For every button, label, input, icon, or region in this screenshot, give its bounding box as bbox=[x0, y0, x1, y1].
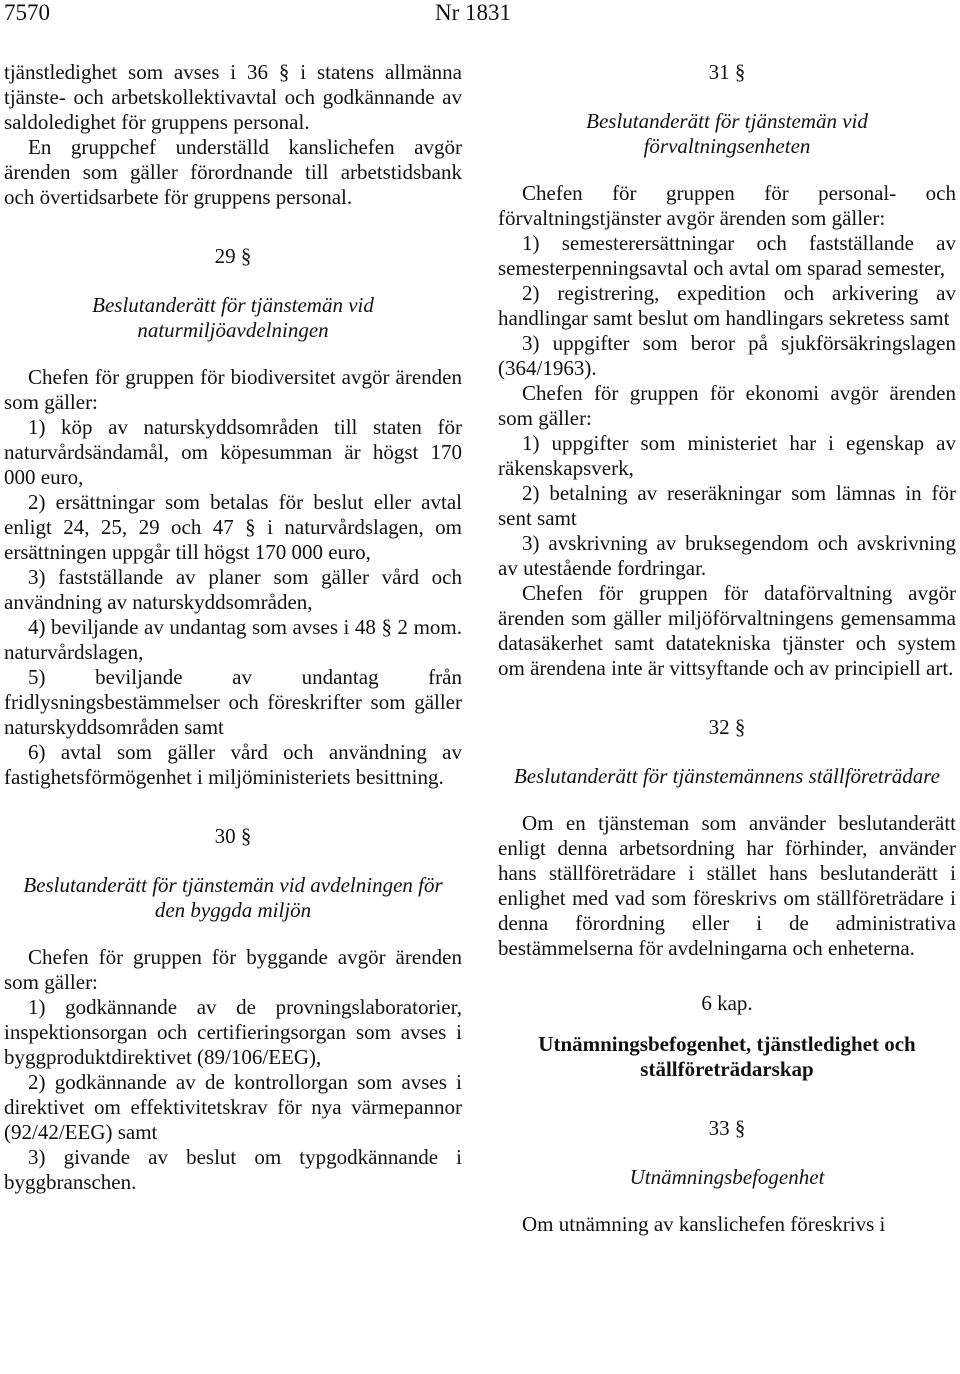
paragraph: 2) godkännande av de kontrollorgan som avses i direktivet om effektivitetskrav för nya värmepannor (92/42/EEG) samt bbox=[4, 1070, 462, 1144]
page-number: 7570 bbox=[4, 0, 50, 25]
paragraph: Chefen för gruppen för personal- och förvaltningstjänster avgör ärenden som gäller: bbox=[498, 181, 956, 230]
paragraph: 5) beviljande av undantag från fridlysningsbestämmelser och föreskrifter som gäller naturskyddsområden samt bbox=[4, 665, 462, 739]
paragraph: Om utnämning av kanslichefen föreskrivs i bbox=[522, 1212, 886, 1236]
paragraph: 1) uppgifter som ministeriet har i egenskap av räkenskapsverk, bbox=[498, 431, 956, 480]
paragraph: 1) köp av naturskyddsområden till staten för naturvårdsändamål, om köpesumman är högst 170 000 euro, bbox=[4, 415, 462, 489]
section-heading: Beslutanderätt för tjänstemän vid förvaltningsenheten bbox=[586, 109, 868, 158]
paragraph: 1) semesterersättningar och fastställande av semesterpenningsavtal och avtal om sparad semester, bbox=[498, 231, 956, 280]
section-number: 30 § bbox=[214, 824, 252, 848]
paragraph: Chefen för gruppen för ekonomi avgör ärenden som gäller: bbox=[498, 381, 956, 430]
statute-number: Nr 1831 bbox=[435, 0, 512, 25]
paragraph: 1) godkännande av de provningslaboratorier, inspektionsorgan och certifieringsorgan som avses i byggproduktdirektivet (89/106/EEG), bbox=[4, 995, 462, 1069]
paragraph: 3) avskrivning av bruksegendom och avskrivning av utestående fordringar. bbox=[498, 531, 956, 580]
section-heading: Beslutanderätt för tjänstemännens ställföreträdare bbox=[513, 764, 940, 788]
paragraph: 2) betalning av reseräkningar som lämnas in för sent samt bbox=[498, 481, 956, 530]
paragraph: Chefen för gruppen för biodiversitet avgör ärenden som gäller: bbox=[4, 365, 462, 414]
section-heading: Beslutanderätt för tjänstemän vid avdelningen för den byggda miljön bbox=[23, 873, 443, 922]
paragraph: 3) uppgifter som beror på sjukförsäkringslagen (364/1963). bbox=[498, 331, 956, 380]
chapter-title: Utnämningsbefogenhet, tjänstledighet och ställföreträdarskap bbox=[538, 1032, 916, 1081]
paragraph: 2) registrering, expedition och arkivering av handlingar samt beslut om handlingars sekretess samt bbox=[498, 281, 956, 330]
right-column bbox=[498, 60, 956, 1237]
section-number: 31 § bbox=[708, 60, 746, 84]
section-number: 33 § bbox=[708, 1116, 746, 1140]
paragraph: Om en tjänsteman som använder beslutanderätt enligt denna arbetsordning har förhinder, använder hans ställföreträdare i stället hans beslutanderätt i enlighet med vad som föreskrivs om ställföreträdare i denna förordning eller i de administrativa bestämmelserna för avdelningarna och enheterna. bbox=[498, 811, 956, 960]
paragraph: Chefen för gruppen för byggande avgör ärenden som gäller: bbox=[4, 945, 462, 994]
left-column bbox=[4, 60, 462, 1195]
section-number: 29 § bbox=[214, 244, 252, 268]
paragraph: tjänstledighet som avses i 36 § i statens allmänna tjänste- och arbetskollektivavtal och godkännande av saldoledighet för gruppens personal. bbox=[4, 60, 462, 134]
paragraph: En gruppchef underställd kanslichefen avgör ärenden som gäller förordnande till arbetstidsbank och övertidsarbete för gruppens personal. bbox=[4, 135, 462, 209]
section-heading: Utnämningsbefogenhet bbox=[629, 1165, 825, 1189]
section-number: 32 § bbox=[708, 715, 746, 739]
paragraph: 4) beviljande av undantag som avses i 48 § 2 mom. naturvårdslagen, bbox=[4, 615, 462, 664]
paragraph: Chefen för gruppen för dataförvaltning avgör ärenden som gäller miljöförvaltningens gemensamma datasäkerhet samt datatekniska tjänster och system om ärendena inte är vittsyftande och av principiell art. bbox=[498, 581, 956, 680]
section-heading: Beslutanderätt för tjänstemän vid naturmiljöavdelningen bbox=[92, 293, 374, 342]
paragraph: 2) ersättningar som betalas för beslut eller avtal enligt 24, 25, 29 och 47 § i naturvårdslagen, om ersättningen uppgår till högst 170 000 euro, bbox=[4, 490, 462, 564]
paragraph: 6) avtal som gäller vård och användning av fastighetsförmögenhet i miljöministeriets besittning. bbox=[4, 740, 462, 789]
paragraph: 3) givande av beslut om typgodkännande i byggbranschen. bbox=[4, 1145, 462, 1194]
chapter-number: 6 kap. bbox=[701, 991, 753, 1015]
paragraph: 3) fastställande av planer som gäller vård och användning av naturskyddsområden, bbox=[4, 565, 462, 614]
